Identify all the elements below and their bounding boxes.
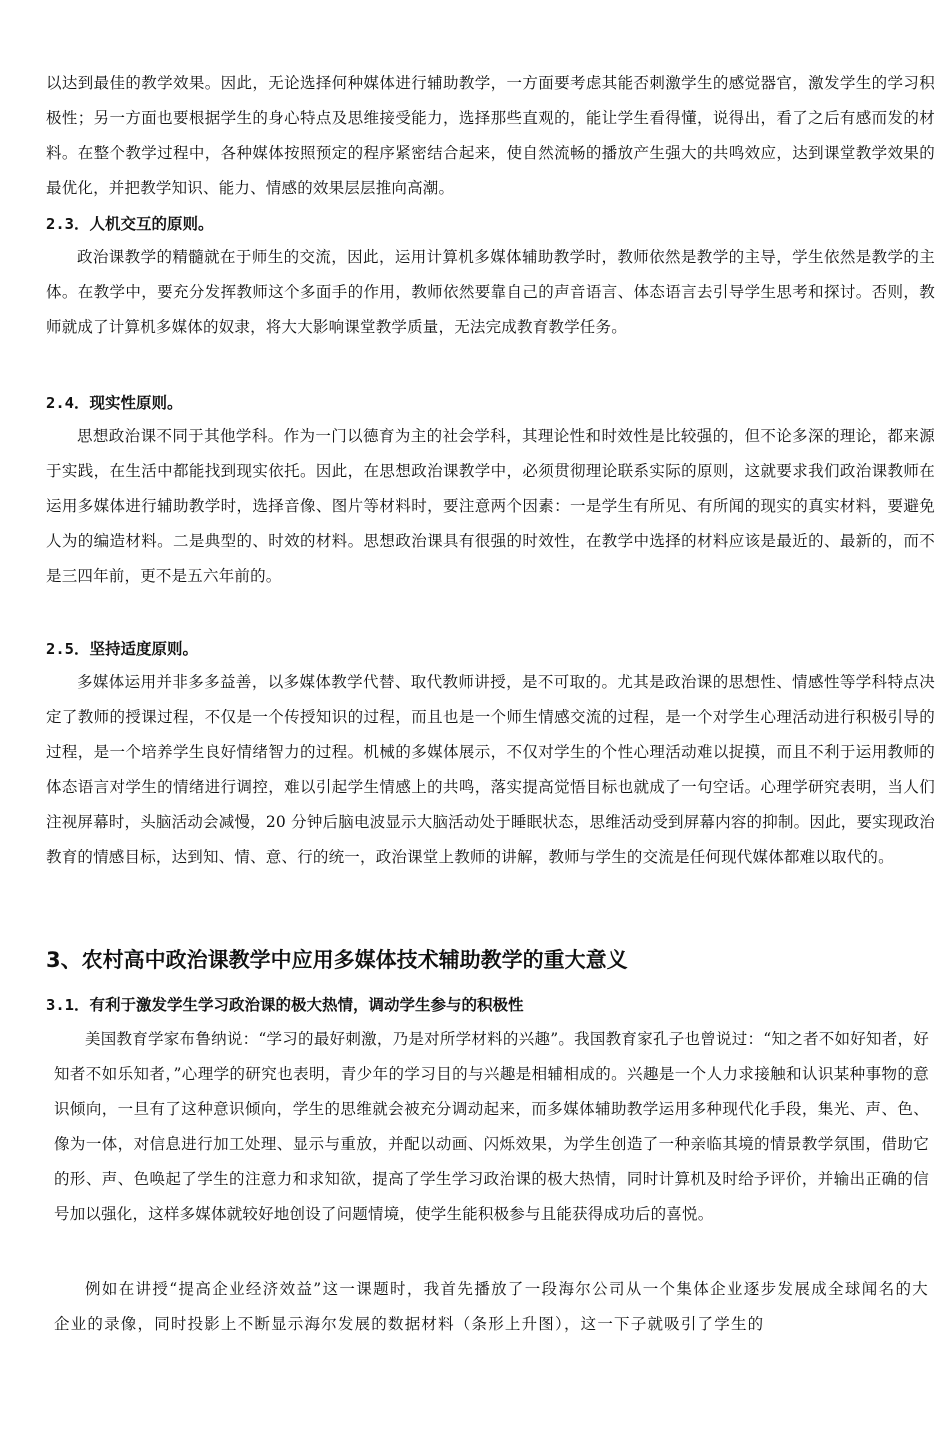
section-3-1-paragraph: 美国教育学家布鲁纳说：“学习的最好刺激，乃是对所学材料的兴趣”。我国教育家孔子也曾说过：“知之者不如好知者，好知者不如乐知者，”心理学的研究也表明，青少年的学习目的与兴趣是相辅相成的。兴趣是一个人力求接触和认识某种事物的意识倾向，一旦有了这种意识倾向，学生的思维就会被充分调动起来，而多媒体辅助教学运用多种现代化手段，集光、声、色、像为一体，对信息进行加工处理、显示与重放，并配以动画、闪烁效果，为学生创造了一种亲临其境的情景教学氛围，借助它的形、声、色唤起了学生的注意力和求知欲，提高了学生学习政治课的极大热情，同时计算机及时给予评价，并输出正确的信号加以强化，这样多媒体就较好地创设了问题情境，使学生能积极参与且能获得成功后的喜悦。 [54,1030,929,1223]
chapter-3-heading: 3、农村高中政治课教学中应用多媒体技术辅助教学的重大意义 [46,948,628,972]
section-title: 现实性原则。 [89,394,183,412]
section-3-1-heading [46,993,524,1017]
section-title: 人机交互的原则。 [89,215,214,233]
section-number: 2.3． [46,215,90,233]
section-2-5-paragraph: 多媒体运用并非多多益善，以多媒体教学代替、取代教师讲授，是不可取的。尤其是政治课的思想性、情感性等学科特点决定了教师的授课过程，不仅是一个传授知识的过程，而且也是一个师生情感交流的过程，是一个对学生心理活动进行积极引导的过程，是一个培养学生良好情绪智力的过程。机械的多媒体展示，不仅对学生的个性心理活动难以捉摸，而且不利于运用教师的体态语言对学生的情绪进行调控，难以引起学生情感上的共鸣，落实提高觉悟目标也就成了一句空话。心理学研究表明，当人们注视屏幕时，头脑活动会减慢，20 分钟后脑电波显示大脑活动处于睡眠状态，思维活动受到屏幕内容的抑制。因此，要实现政治教育的情感目标，达到知、情、意、行的统一，政治课堂上教师的讲解，教师与学生的交流是任何现代媒体都难以取代的。 [46,673,935,866]
section-number: 2.4． [46,394,90,412]
section-number: 3.1． [46,996,90,1014]
intro-paragraph: 以达到最佳的教学效果。因此，无论选择何种媒体进行辅助教学，一方面要考虑其能否刺激学生的感觉器官，激发学生的学习积极性；另一方面也要根据学生的身心特点及思维接受能力，选择那些直观的，能让学生看得懂，说得出，看了之后有感而发的材料。在整个教学过程中，各种媒体按照预定的程序紧密结合起来，使自然流畅的播放产生强大的共鸣效应，达到课堂教学效果的最优化，并把教学知识、能力、情感的效果层层推向高潮。 [46,74,935,197]
section-title: 有利于激发学生学习政治课的极大热情，调动学生参与的积极性 [89,996,524,1014]
section-2-3-paragraph: 政治课教学的精髓就在于师生的交流，因此，运用计算机多媒体辅助教学时，教师依然是教学的主导，学生依然是教学的主体。在教学中，要充分发挥教师这个多面手的作用，教师依然要靠自己的声音语言、体态语言去引导学生思考和探讨。否则，教师就成了计算机多媒体的奴隶，将大大影响课堂教学质量，无法完成教育教学任务。 [46,248,935,336]
section-2-4-paragraph: 思想政治课不同于其他学科。作为一门以德育为主的社会学科，其理论性和时效性是比较强的，但不论多深的理论，都来源于实践，在生活中都能找到现实依托。因此，在思想政治课教学中，必须贯彻理论联系实际的原则，这就要求我们政治课教师在运用多媒体进行辅助教学时，选择音像、图片等材料时，要注意两个因素：一是学生有所见、有所闻的现实的真实材料，要避免人为的编造材料。二是典型的、时效的材料。思想政治课具有很强的时效性，在教学中选择的材料应该是最近的、最新的，而不是三四年前，更不是五六年前的。 [46,427,935,585]
section-2-3-heading [46,212,214,236]
section-2-5-heading [46,637,198,661]
section-3-1-example-paragraph: 例如在讲授“提高企业经济效益”这一课题时，我首先播放了一段海尔公司从一个集体企业逐步发展成全球闻名的大企业的录像，同时投影上不断显示海尔发展的数据材料（条形上升图），这一下子就吸引了学生的 [54,1280,929,1333]
section-2-4-heading [46,391,183,415]
section-title: 坚持适度原则。 [89,640,199,658]
section-number: 2.5． [46,640,90,658]
